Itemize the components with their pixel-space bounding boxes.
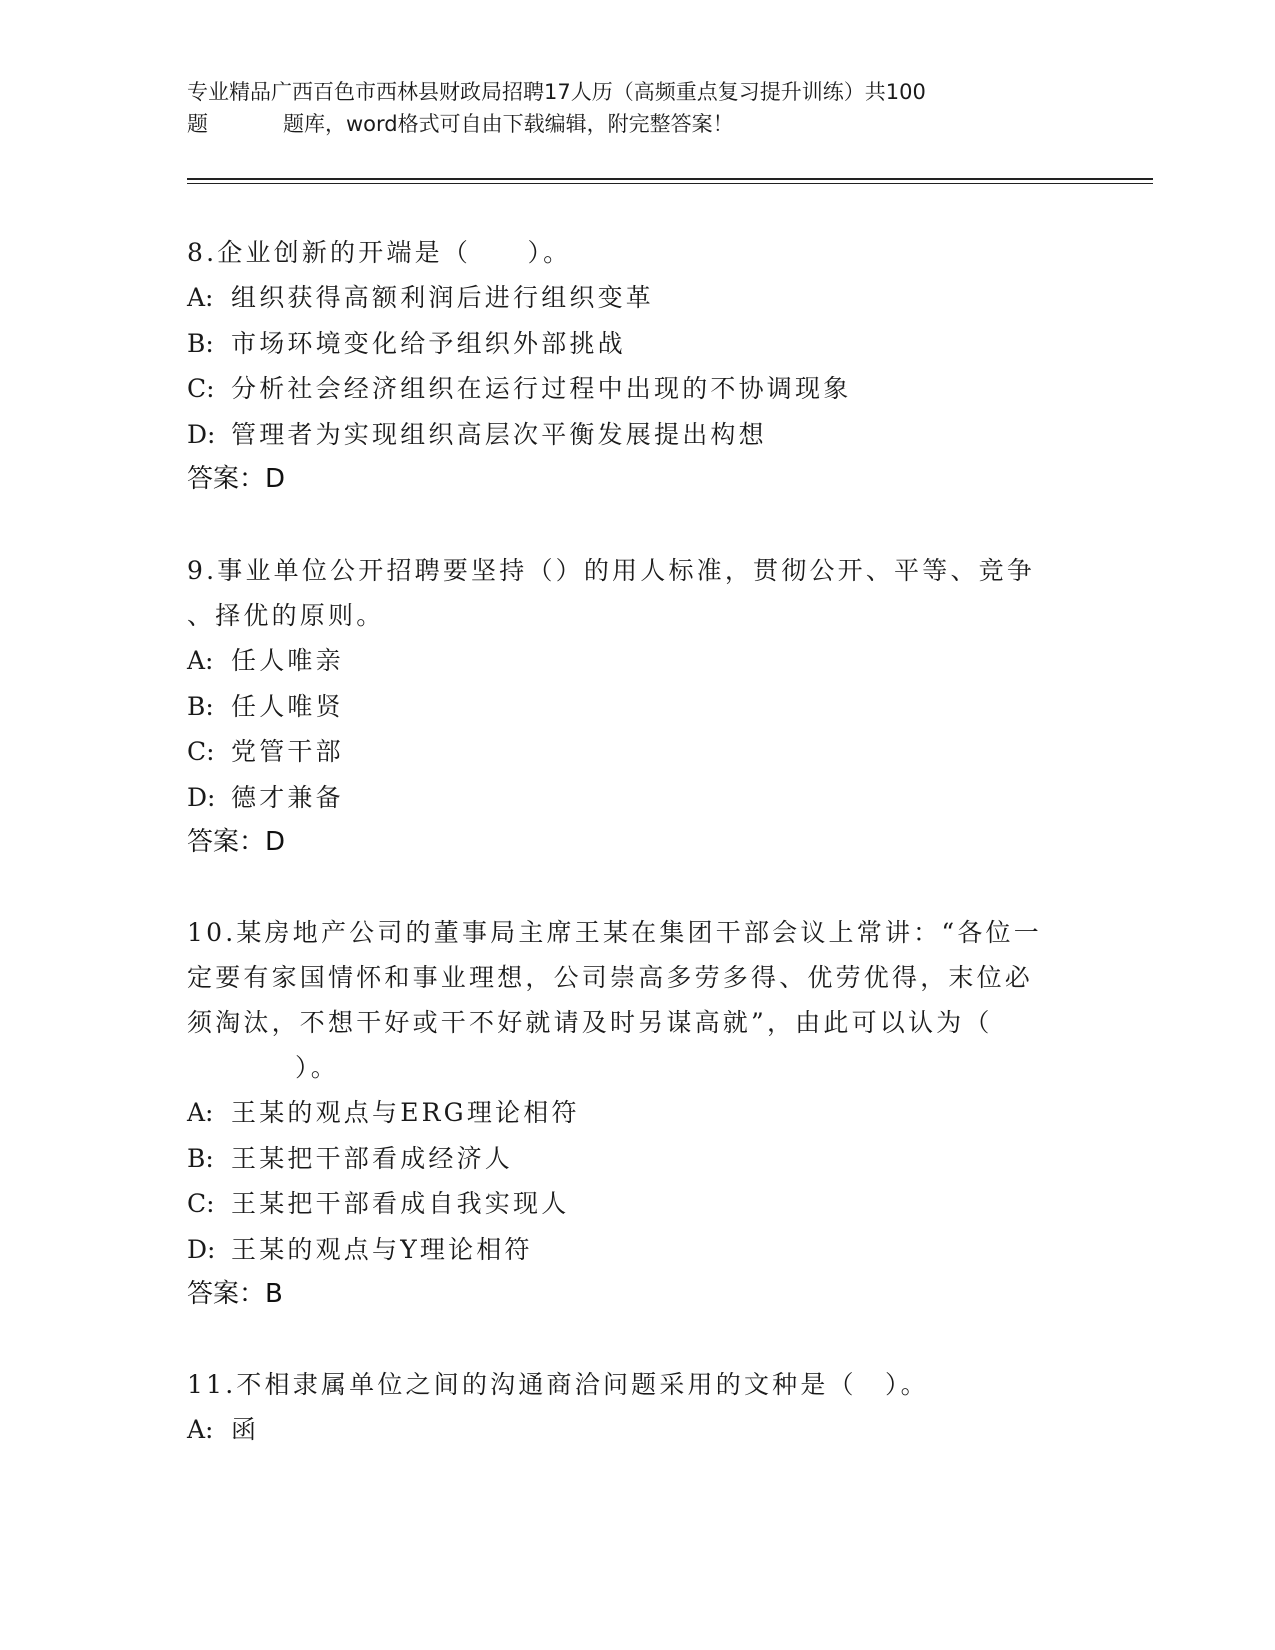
option-text: 王某的观点与ERG理论相符 bbox=[231, 1098, 580, 1127]
question-10-line-3: 须淘汰，不想干好或干不好就请及时另谋高就”，由此可以认为（ bbox=[187, 1008, 993, 1037]
question-10-option-b bbox=[187, 1136, 1087, 1182]
question-11 bbox=[187, 1362, 1087, 1453]
header-line-1: 专业精品广西百色市西林县财政局招聘17人历（高频重点复习提升训练）共100 bbox=[187, 80, 926, 104]
option-text: 王某的观点与Y理论相符 bbox=[231, 1234, 533, 1264]
option-letter: D: bbox=[187, 1234, 216, 1264]
question-11-text bbox=[187, 1362, 1087, 1407]
question-8 bbox=[187, 230, 1087, 502]
header-line-2 bbox=[187, 108, 1087, 140]
question-9 bbox=[187, 548, 1087, 865]
option-letter: B: bbox=[187, 691, 214, 721]
question-9-answer: 答案：D bbox=[187, 827, 286, 857]
question-10 bbox=[187, 910, 1087, 1317]
document-header bbox=[187, 76, 1087, 140]
question-8-line-1: 8.企业创新的开端是（ ）。 bbox=[187, 238, 572, 267]
option-text: 任人唯贤 bbox=[231, 691, 344, 721]
option-text: 王某把干部看成经济人 bbox=[231, 1143, 514, 1173]
question-11-option-a bbox=[187, 1407, 1087, 1453]
option-text: 市场环境变化给予组织外部挑战 bbox=[231, 328, 626, 358]
option-letter: A: bbox=[187, 646, 214, 675]
question-8-option-a bbox=[187, 275, 1087, 321]
option-text: 函 bbox=[231, 1415, 260, 1444]
option-text: 组织获得高额利润后进行组织变革 bbox=[231, 283, 655, 312]
question-10-text bbox=[187, 910, 1087, 1090]
question-8-option-d bbox=[187, 412, 1087, 458]
question-10-answer: 答案：B bbox=[187, 1279, 283, 1309]
question-10-option-c bbox=[187, 1181, 1087, 1227]
question-9-line-2: 、择优的原则。 bbox=[187, 601, 385, 630]
option-letter: C: bbox=[187, 1189, 215, 1218]
option-letter: B: bbox=[187, 1143, 214, 1173]
option-letter: D: bbox=[187, 419, 216, 449]
question-10-line-1: 10.某房地产公司的董事局主席王某在集团干部会议上常讲：“各位一 bbox=[187, 918, 1042, 947]
header-line-2-tail: 题库，word格式可自由下载编辑，附完整答案！ bbox=[283, 112, 734, 136]
option-text: 党管干部 bbox=[231, 737, 344, 766]
header-rule-bottom bbox=[187, 183, 1153, 184]
question-8-answer: 答案：D bbox=[187, 464, 286, 494]
option-letter: C: bbox=[187, 374, 215, 403]
question-9-line-1: 9.事业单位公开招聘要坚持（）的用人标准，贯彻公开、平等、竞争 bbox=[187, 556, 1036, 585]
option-letter: B: bbox=[187, 328, 214, 358]
question-9-option-b bbox=[187, 684, 1087, 730]
header-line-2-head: 题 bbox=[187, 112, 208, 136]
option-letter: A: bbox=[187, 283, 214, 312]
option-text: 德才兼备 bbox=[231, 782, 344, 812]
question-8-option-c bbox=[187, 366, 1087, 412]
question-9-option-c bbox=[187, 729, 1087, 775]
question-9-option-d bbox=[187, 775, 1087, 821]
question-10-line-4: ）。 bbox=[295, 1053, 339, 1082]
option-text: 王某把干部看成自我实现人 bbox=[231, 1189, 570, 1218]
option-letter: D: bbox=[187, 782, 216, 812]
option-text: 分析社会经济组织在运行过程中出现的不协调现象 bbox=[231, 374, 852, 403]
option-letter: C: bbox=[187, 737, 215, 766]
question-10-option-d bbox=[187, 1227, 1087, 1273]
question-11-line-1: 11.不相隶属单位之间的沟通商洽问题采用的文种是（ ）。 bbox=[187, 1370, 929, 1399]
option-letter: A: bbox=[187, 1098, 214, 1127]
option-letter: A: bbox=[187, 1415, 214, 1444]
option-text: 管理者为实现组织高层次平衡发展提出构想 bbox=[231, 419, 767, 449]
question-8-text bbox=[187, 230, 1087, 275]
question-9-text bbox=[187, 548, 1087, 638]
option-text: 任人唯亲 bbox=[231, 646, 344, 675]
question-10-line-2: 定要有家国情怀和事业理想，公司崇高多劳多得、优劳优得，末位必 bbox=[187, 963, 1034, 992]
question-9-option-a bbox=[187, 638, 1087, 684]
header-rule-top bbox=[187, 178, 1153, 180]
question-10-option-a bbox=[187, 1090, 1087, 1136]
question-8-option-b bbox=[187, 321, 1087, 367]
